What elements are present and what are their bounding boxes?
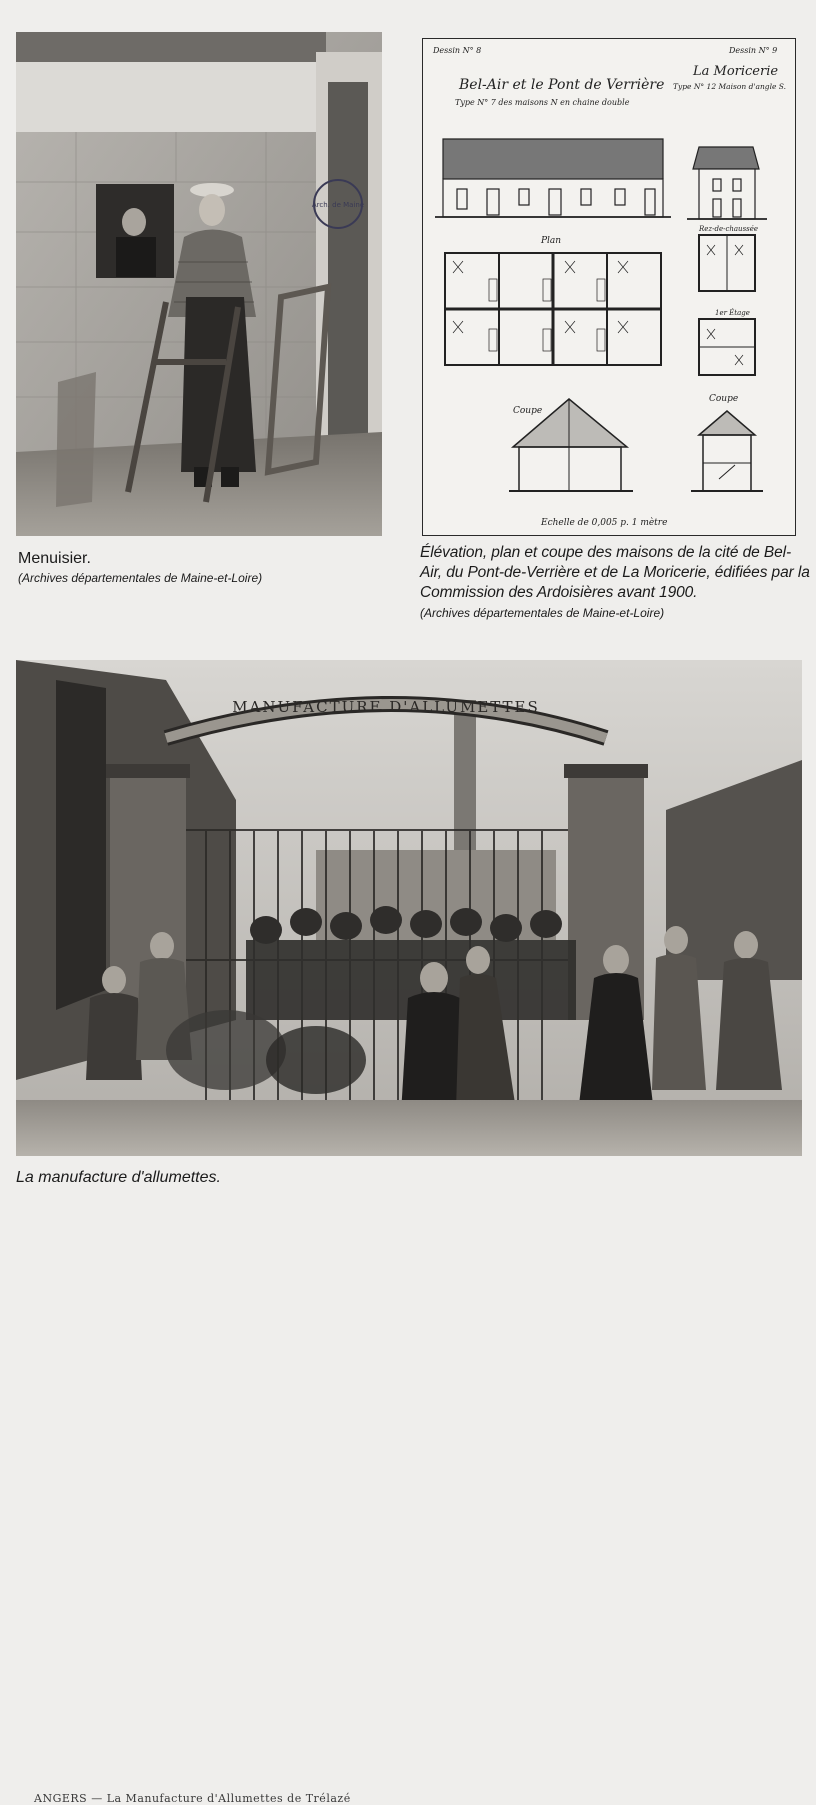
caption-plan: Élévation, plan et coupe des maisons de la cité de Bel-Air, du Pont-de-Verrière et de La Moricerie, édifiées par la Commission des Ardoisières avant 1900.	[420, 544, 810, 601]
plan-scale: Echelle de 0,005 p. 1 mètre	[541, 518, 668, 528]
floor-plan-right	[699, 235, 755, 375]
elevation-left	[435, 139, 671, 217]
architectural-plan	[422, 38, 796, 536]
menuisier-photo	[16, 32, 382, 536]
plan-left-subtitle: Type N° 7 des maisons N en chaine double	[455, 98, 630, 107]
section-right	[691, 411, 763, 491]
plan-label: Plan	[541, 236, 562, 246]
coupe-right-label: Coupe	[709, 394, 739, 404]
etage-label: 1er Étage	[715, 309, 750, 317]
plan-right-subtitle: Type N° 12 Maison d'angle S.	[673, 82, 787, 91]
plan-right-tag: Dessin N° 9	[729, 46, 778, 55]
plan-left-title: Bel-Air et le Pont de Verrière	[459, 77, 665, 93]
caption-manufacture: La manufacture d'allumettes.	[16, 1169, 221, 1186]
source-menuisier: (Archives départementales de Maine-et-Loire)	[18, 571, 263, 585]
gate-sign: MANUFACTURE D'ALLUMETTES	[232, 698, 540, 716]
plan-left-tag: Dessin N° 8	[433, 46, 482, 55]
manufacture-photo	[16, 660, 802, 1805]
archive-stamp: Arch. de Maine	[311, 201, 365, 209]
coupe-left-label: Coupe	[513, 406, 543, 416]
caption-menuisier: Menuisier.	[18, 550, 91, 567]
plan-right-title: La Moricerie	[693, 64, 779, 79]
postcard-caption: ANGERS — La Manufacture d'Allumettes de Trélazé	[34, 1792, 351, 1805]
elevation-right	[687, 147, 767, 219]
rez-label: Rez-de-chaussée	[699, 225, 759, 233]
source-plan: (Archives départementales de Maine-et-Loire)	[420, 606, 665, 620]
floor-plan-left	[445, 253, 661, 365]
